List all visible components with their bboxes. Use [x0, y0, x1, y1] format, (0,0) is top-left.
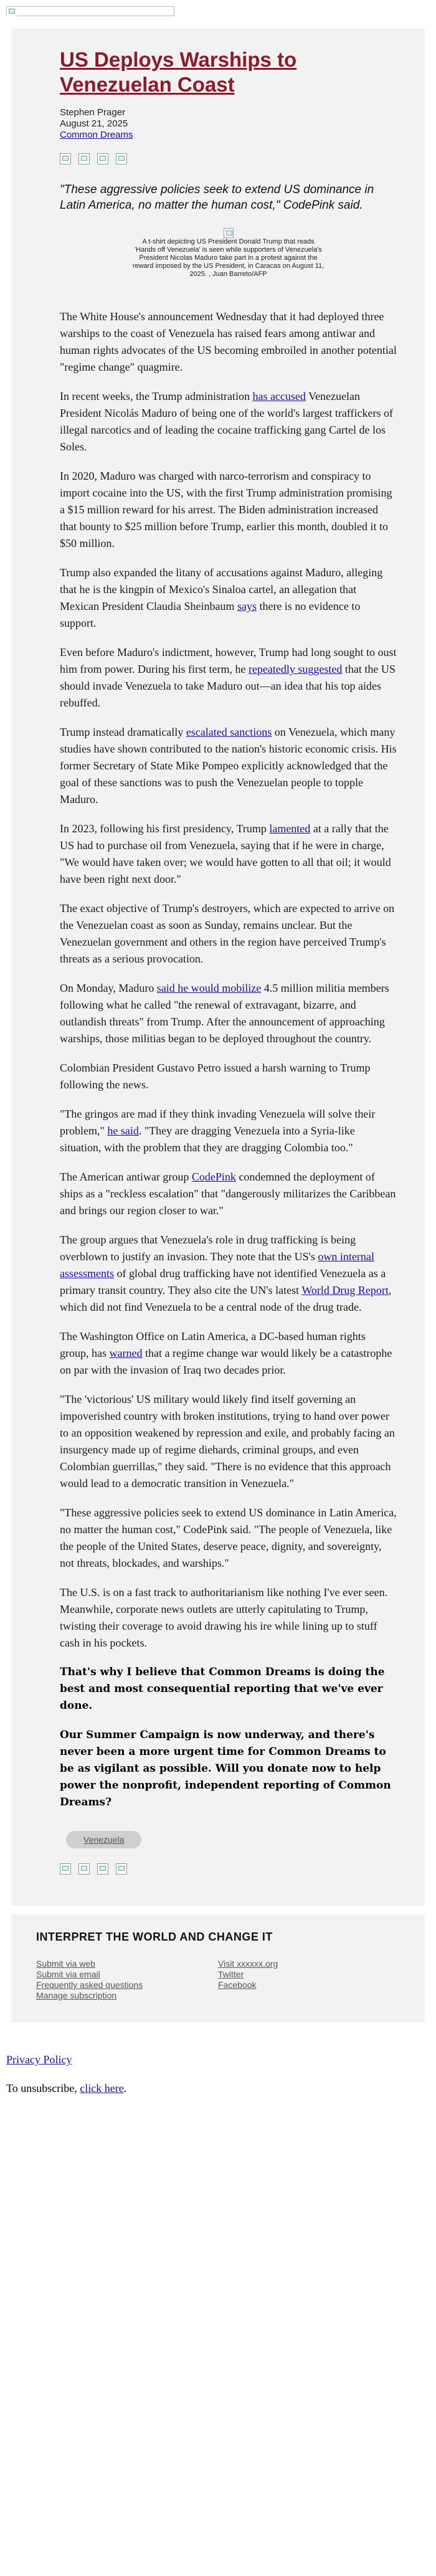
- paragraph: Trump instead dramatically escalated sanctions on Venezuela, which many studies have shown contributed to the nation's historic economic crisis. His former Secretary of State Mike Pompeo explicitly acknowledged that the goal of these sanctions was to push the Venezuelan people to topple Maduro.: [60, 726, 397, 806]
- photo-caption: A t-shirt depicting US President Donald Trump that reads 'Hands off Venezuela' is seen while supporters of Venezuela's President Nicolas Maduro take part in a protest against the reward imposed by the US President, in Caracas on August 11, 2025. , Juan Barreto/AFP: [132, 238, 325, 278]
- paragraph: The American antiwar group CodePink condemned the deployment of ships as a "reckless escalation" that "dangerously militarizes the Caribbean and brings our region closer to war.": [60, 1171, 396, 1217]
- broken-image-icon: [7, 7, 17, 17]
- inline-link[interactable]: own internal assessments: [60, 1250, 374, 1280]
- inline-link[interactable]: he said: [107, 1124, 139, 1137]
- inline-link[interactable]: warned: [109, 1347, 143, 1359]
- article-container: [11, 29, 425, 1906]
- paragraph: The Washington Office on Latin America, a DC-based human rights group, has warned that a regime change war would likely be a catastrophe on par with the invasion of Iraq two decades prior.: [60, 1330, 392, 1376]
- footer-link[interactable]: Submit via email: [36, 1969, 100, 1979]
- footer-link[interactable]: Submit via web: [36, 1959, 95, 1969]
- inline-link[interactable]: escalated sanctions: [186, 726, 272, 738]
- appeal-text: Our Summer Campaign is now underway, and there's never been a more urgent time for Common Dreams to be as vigilant as possible. Will you donate now to help power the nonprofit, independent reporting of Common Dreams?: [60, 1729, 391, 1808]
- footer-link[interactable]: Manage subscription: [36, 1990, 117, 2000]
- paragraph: The group argues that Venezuela's role in drug trafficking is being overblown to justify an invasion. They note that the US's own internal assessments of global drug trafficking have not identified Venezuela as a primary transit country. They also cite the UN's latest World Drug Report, which did not find Venezuela to be a central node of the drug trade.: [60, 1233, 392, 1313]
- tag-venezuela[interactable]: Venezuela: [66, 1831, 141, 1848]
- legal-section: [0, 2052, 436, 2096]
- pull-quote: "These aggressive policies seek to extend US dominance in Latin America, no matter the human cost," CodePink said.: [60, 183, 374, 212]
- article-photo: [132, 228, 325, 278]
- donation-appeal: [60, 1664, 397, 1811]
- footer-link[interactable]: Facebook: [218, 1980, 257, 1990]
- unsubscribe-row: To unsubscribe, click here.: [6, 2082, 127, 2094]
- inline-link[interactable]: said he would mobilize: [156, 982, 262, 994]
- footer-right-links: [218, 1959, 400, 2001]
- share-link-icon[interactable]: [116, 1863, 127, 1875]
- author-name: Stephen Prager: [60, 107, 126, 118]
- inline-link[interactable]: World Drug Report: [301, 1284, 389, 1296]
- footer-link[interactable]: Visit xxxxxx.org: [218, 1959, 278, 1969]
- share-icons-bottom: [60, 1863, 397, 1875]
- paragraph: In recent weeks, the Trump administration has accused Venezuelan President Nicolás Maduro of being one of the world's largest traffickers of illegal narcotics and of leading the cocaine trafficking gang Cartel de los Soles.: [60, 390, 393, 453]
- article-headline[interactable]: US Deploys Warships to Venezuelan Coast: [60, 48, 297, 96]
- header-banner-image[interactable]: [6, 6, 174, 16]
- paragraph: "The gringos are mad if they think invading Venezuela will solve their problem," he said. "They are dragging Venezuela into a Syria-like situation, with the problem that they are dragging Colombia too.": [60, 1108, 376, 1154]
- byline: [60, 107, 397, 141]
- share-link-icon[interactable]: [116, 153, 127, 164]
- unsubscribe-link[interactable]: click here: [80, 2082, 124, 2094]
- newsletter-footer: [11, 1914, 425, 2022]
- source-link[interactable]: Common Dreams: [60, 130, 133, 140]
- share-twitter-icon[interactable]: [78, 1863, 90, 1875]
- inline-link[interactable]: has accused: [252, 390, 306, 402]
- paragraph: The U.S. is on a fast track to authoritarianism like nothing I've ever seen. Meanwhile, corporate news outlets are utterly capitulating to Trump, twisting their coverage to avoid drawing his ire while lining up to stuff cash in his pockets.: [60, 1586, 388, 1649]
- appeal-text: That's why I believe that Common Dreams is doing the best and most consequential reporting that we've ever done.: [60, 1666, 385, 1712]
- share-email-icon[interactable]: [97, 1863, 108, 1875]
- share-icons-top: [60, 153, 397, 164]
- inline-link[interactable]: repeatedly suggested: [248, 663, 343, 675]
- footer-heading: INTERPRET THE WORLD AND CHANGE IT: [36, 1931, 273, 1943]
- paragraph: Trump also expanded the litany of accusations against Maduro, alleging that he is the kingpin of Mexico's Sinaloa cartel, an allegation that Mexican President Claudia Sheinbaum says there is no evidence to support.: [60, 566, 383, 629]
- share-twitter-icon[interactable]: [78, 153, 90, 164]
- footer-links: [36, 1959, 400, 2001]
- paragraph: In 2023, following his first presidency, Trump lamented at a rally that the US had to purchase oil from Venezuela, saying that if he were in charge, "We would have taken over; we would have gotten to all that oil; it would have been right next door.": [60, 822, 391, 885]
- photo-image-icon: [224, 228, 234, 238]
- paragraph: "The 'victorious' US military would likely find itself governing an impoverished country with broken institutions, trying to hand over power to an opposition weakened by repression and exile, and probably facing an insurgency made up of regime diehards, criminal groups, and even Colombian guerrillas," they said. "There is no evidence that this approach would lead to a democratic transition in Venezuela.": [60, 1393, 395, 1490]
- privacy-policy-link[interactable]: Privacy Policy: [6, 2053, 72, 2066]
- share-facebook-icon[interactable]: [60, 153, 71, 164]
- footer-link[interactable]: Frequently asked questions: [36, 1980, 143, 1990]
- paragraph: The exact objective of Trump's destroyers, which are expected to arrive on the Venezuelan coast as soon as Sunday, remains unclear. But the Venezuelan government and others in the region have perceived Trump's threats as a serious provocation.: [60, 902, 395, 965]
- paragraph: Even before Maduro's indictment, however, Trump had long sought to oust him from power. During his first term, he repeatedly suggested that the US should invade Venezuela to take Maduro out—an idea that his top aides rebuffed.: [60, 646, 397, 709]
- share-email-icon[interactable]: [97, 153, 108, 164]
- inline-link[interactable]: says: [237, 600, 257, 612]
- publish-date: August 21, 2025: [60, 118, 128, 129]
- footer-left-links: [36, 1959, 218, 2001]
- paragraph: "These aggressive policies seek to extend US dominance in Latin America, no matter the human cost," CodePink said. "The people of Venezuela, like the people of the United States, deserve peace, dignity, and sovereignty, not threats, blockades, and warships.": [60, 1506, 397, 1569]
- inline-link[interactable]: lamented: [269, 822, 311, 835]
- paragraph: Colombian President Gustavo Petro issued a harsh warning to Trump following the news.: [60, 1062, 371, 1091]
- article-body: [60, 308, 397, 1652]
- footer-link[interactable]: Twitter: [218, 1969, 244, 1979]
- paragraph: The White House's announcement Wednesday that it had deployed three warships to the coast of Venezuela has raised fears among antiwar and human rights advocates of the US becoming embroiled in another potential "regime change" quagmire.: [60, 310, 397, 373]
- paragraph: In 2020, Maduro was charged with narco-terrorism and conspiracy to import cocaine into the US, with the first Trump administration promising a $15 million reward for his arrest. The Biden administration increased that bounty to $25 million before Trump, earlier this month, doubled it to $50 million.: [60, 470, 392, 549]
- inline-link[interactable]: CodePink: [191, 1171, 236, 1183]
- privacy-row: [6, 2052, 430, 2067]
- paragraph: On Monday, Maduro said he would mobilize 4.5 million militia members following what he called "the renewal of extravagant, bizarre, and outlandish threats" from Trump. After the announcement of approaching warships, those militias began to be deployed throughout the country.: [60, 982, 389, 1045]
- share-facebook-icon[interactable]: [60, 1863, 71, 1875]
